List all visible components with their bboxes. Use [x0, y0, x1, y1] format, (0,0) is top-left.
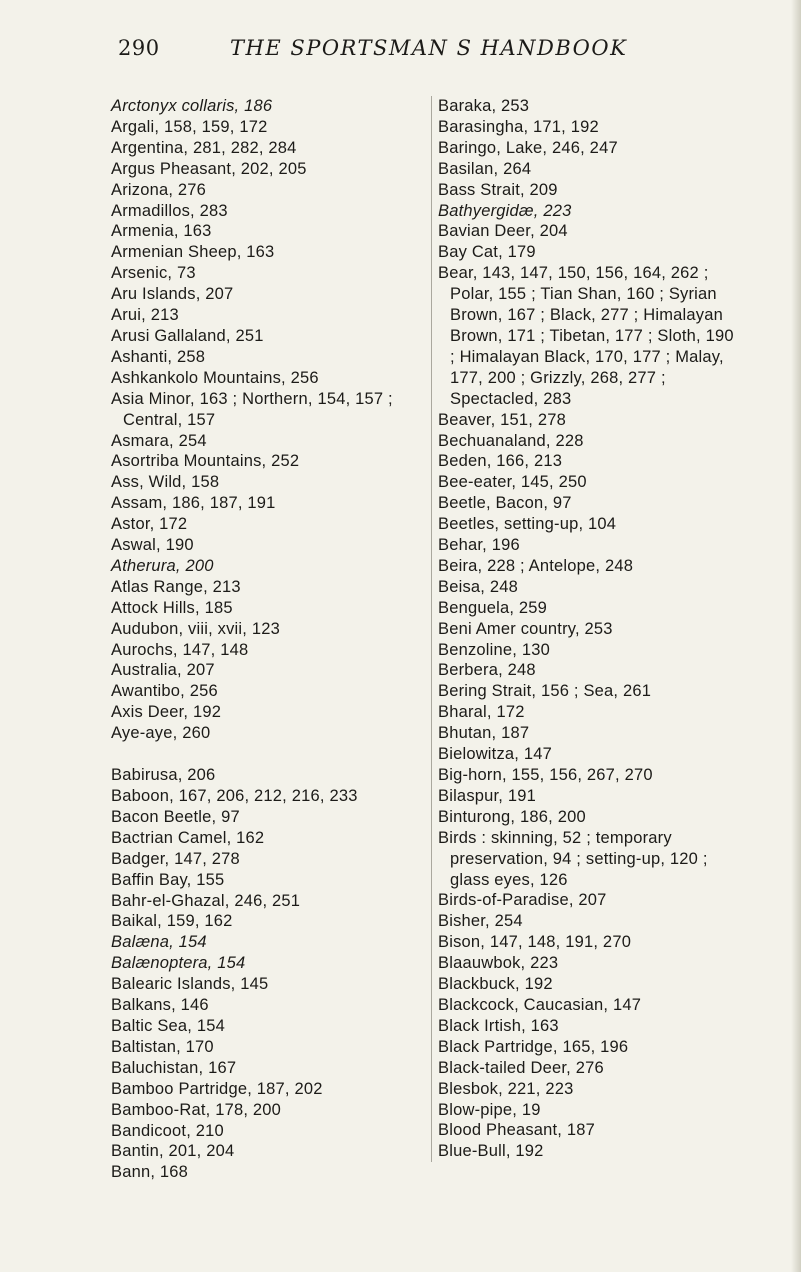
index-entry: Asia Minor, 163 ; Northern, 154, 157 ; Central, 157 [111, 389, 393, 429]
index-entry: Aru Islands, 207 [111, 285, 234, 304]
index-entry: Beaver, 151, 278 [438, 410, 566, 429]
index-entry: Black Irtish, 163 [438, 1016, 559, 1035]
index-entry: Big-horn, 155, 156, 267, 270 [438, 766, 653, 784]
index-entry: Ashanti, 258 [111, 347, 206, 366]
index-entry: Ass, Wild, 158 [111, 473, 220, 492]
index-entry: Barasingha, 171, 192 [438, 117, 599, 136]
index-entry: Bamboo-Rat, 178, 200 [111, 1100, 282, 1119]
index-entry: Arctonyx collaris, 186 [111, 97, 273, 115]
index-entry: Berbera, 248 [438, 661, 536, 680]
index-entry: Binturong, 186, 200 [438, 807, 586, 826]
index-entry: Baltistan, 170 [111, 1037, 214, 1056]
index-entry: Basilan, 264 [438, 159, 532, 178]
index-entry: Birds : skinning, 52 ; temporary preservation, 94 ; setting-up, 120 ; glass eyes, 126 [438, 828, 708, 889]
index-entry: Blesbok, 221, 223 [438, 1079, 574, 1098]
index-entry: Axis Deer, 192 [111, 703, 222, 722]
index-entry: Blow-pipe, 19 [438, 1100, 541, 1119]
index-entry: Bear, 143, 147, 150, 156, 164, 262 ; Polar, 155 ; Tian Shan, 160 ; Syrian Brown, 167 ; Black, 277 ; Himalayan Brown, 171 ; Tibetan, 177 ; Sloth, 190 ; Himalayan Black, 170, 177 ; Malay, 177, 200 ; Grizzly, 268, 277 ; Spectacled, 283 [438, 264, 734, 408]
index-entry: Bass Strait, 209 [438, 180, 558, 199]
index-entry: Astor, 172 [111, 515, 188, 534]
index-entry: Behar, 196 [438, 536, 520, 555]
index-entry: Beden, 166, 213 [438, 452, 563, 471]
index-entry: Blackcock, Caucasian, 147 [438, 995, 642, 1014]
index-entry: Blue-Bull, 192 [438, 1142, 544, 1161]
index-entry: Baffin Bay, 155 [111, 870, 225, 889]
index-entry: Beni Amer country, 253 [438, 619, 613, 638]
index-entry: Blaauwbok, 223 [438, 954, 559, 973]
index-entry: Blackbuck, 192 [438, 975, 553, 994]
index-entry: Benzoline, 130 [438, 640, 550, 659]
index-entry: Argus Pheasant, 202, 205 [111, 159, 307, 178]
index-entry: Asmara, 254 [111, 431, 207, 450]
index-entry: Bahr-el-Ghazal, 246, 251 [111, 891, 301, 910]
index-entry: Baikal, 159, 162 [111, 912, 233, 931]
page-number: 290 [118, 36, 160, 60]
index-entry: Bathyergidæ, 223 [438, 201, 572, 220]
index-entry: Bechuanaland, 228 [438, 431, 584, 450]
index-entry: Aurochs, 147, 148 [111, 640, 249, 659]
running-title: THE SPORTSMAN S HANDBOOK [230, 36, 628, 60]
page-header [118, 36, 718, 66]
index-entry: Beetles, setting-up, 104 [438, 515, 617, 534]
index-entry: Baluchistan, 167 [111, 1058, 237, 1077]
index-entry: Balkans, 146 [111, 996, 209, 1015]
index-entry: Attock Hills, 185 [111, 598, 233, 617]
index-entry: Atlas Range, 213 [111, 577, 241, 596]
index-entry: Bhutan, 187 [438, 724, 530, 743]
index-column-right [431, 96, 738, 1162]
index-entry: Bering Strait, 156 ; Sea, 261 [438, 682, 652, 701]
index-entry: Arizona, 276 [111, 180, 207, 199]
index-entry: Bee-eater, 145, 250 [438, 473, 587, 492]
index-entry: Bantin, 201, 204 [111, 1142, 235, 1161]
index-entry: Bharal, 172 [438, 703, 525, 722]
index-entry: Balearic Islands, 145 [111, 975, 269, 994]
index-entry: Baringo, Lake, 246, 247 [438, 138, 618, 157]
index-entry: Babirusa, 206 [111, 766, 216, 785]
index-entry: Ashkankolo Mountains, 256 [111, 368, 319, 387]
index-entry: Black-tailed Deer, 276 [438, 1058, 604, 1077]
index-entry: Awantibo, 256 [111, 682, 218, 701]
index-entry: Benguela, 259 [438, 598, 548, 617]
index-entry: Assam, 186, 187, 191 [111, 494, 276, 513]
index-entry: Birds-of-Paradise, 207 [438, 891, 607, 910]
index-entry: Baraka, 253 [438, 97, 530, 115]
index-entry: Beisa, 248 [438, 577, 518, 596]
index-entry: Argali, 158, 159, 172 [111, 117, 268, 136]
index-entry: Armenian Sheep, 163 [111, 243, 275, 262]
index-entry: Bann, 168 [111, 1163, 189, 1182]
index-entry: Atherura, 200 [111, 556, 214, 575]
index-entry: Balæna, 154 [111, 933, 207, 952]
index-entry: Argentina, 281, 282, 284 [111, 138, 297, 157]
index-entry: Bavian Deer, 204 [438, 222, 568, 241]
index-entry: Baltic Sea, 154 [111, 1016, 225, 1035]
index-entry: Bactrian Camel, 162 [111, 828, 265, 847]
page-edge-shadow [791, 0, 801, 1272]
index-entry: Aye-aye, 260 [111, 724, 211, 743]
index-entry: Bisher, 254 [438, 912, 523, 931]
index-entry: Aswal, 190 [111, 536, 194, 555]
index-entry: Arusi Gallaland, 251 [111, 326, 264, 345]
index-entry: Balænoptera, 154 [111, 954, 246, 973]
index-entry: Armenia, 163 [111, 222, 212, 241]
index-entry: Blood Pheasant, 187 [438, 1121, 596, 1140]
index-entry: Bandicoot, 210 [111, 1121, 224, 1140]
index-entry: Bilaspur, 191 [438, 786, 536, 805]
section-gap [111, 744, 417, 765]
index-entry: Bison, 147, 148, 191, 270 [438, 933, 632, 952]
index-entry: Beira, 228 ; Antelope, 248 [438, 556, 634, 575]
index-column-left [111, 96, 417, 1183]
index-entry: Black Partridge, 165, 196 [438, 1037, 629, 1056]
index-entry: Badger, 147, 278 [111, 849, 240, 868]
index-entry: Audubon, viii, xvii, 123 [111, 619, 280, 638]
index-entry: Asortriba Mountains, 252 [111, 452, 300, 471]
index-entry: Bay Cat, 179 [438, 243, 536, 262]
index-entry: Bamboo Partridge, 187, 202 [111, 1079, 323, 1098]
index-entry: Arsenic, 73 [111, 264, 196, 283]
index-entry: Arui, 213 [111, 306, 179, 325]
index-entry: Bielowitza, 147 [438, 745, 552, 764]
index-entry: Armadillos, 283 [111, 201, 228, 220]
index-entry: Australia, 207 [111, 661, 215, 680]
index-entry: Bacon Beetle, 97 [111, 807, 240, 826]
index-entry: Baboon, 167, 206, 212, 216, 233 [111, 787, 358, 805]
index-entry: Beetle, Bacon, 97 [438, 494, 572, 513]
